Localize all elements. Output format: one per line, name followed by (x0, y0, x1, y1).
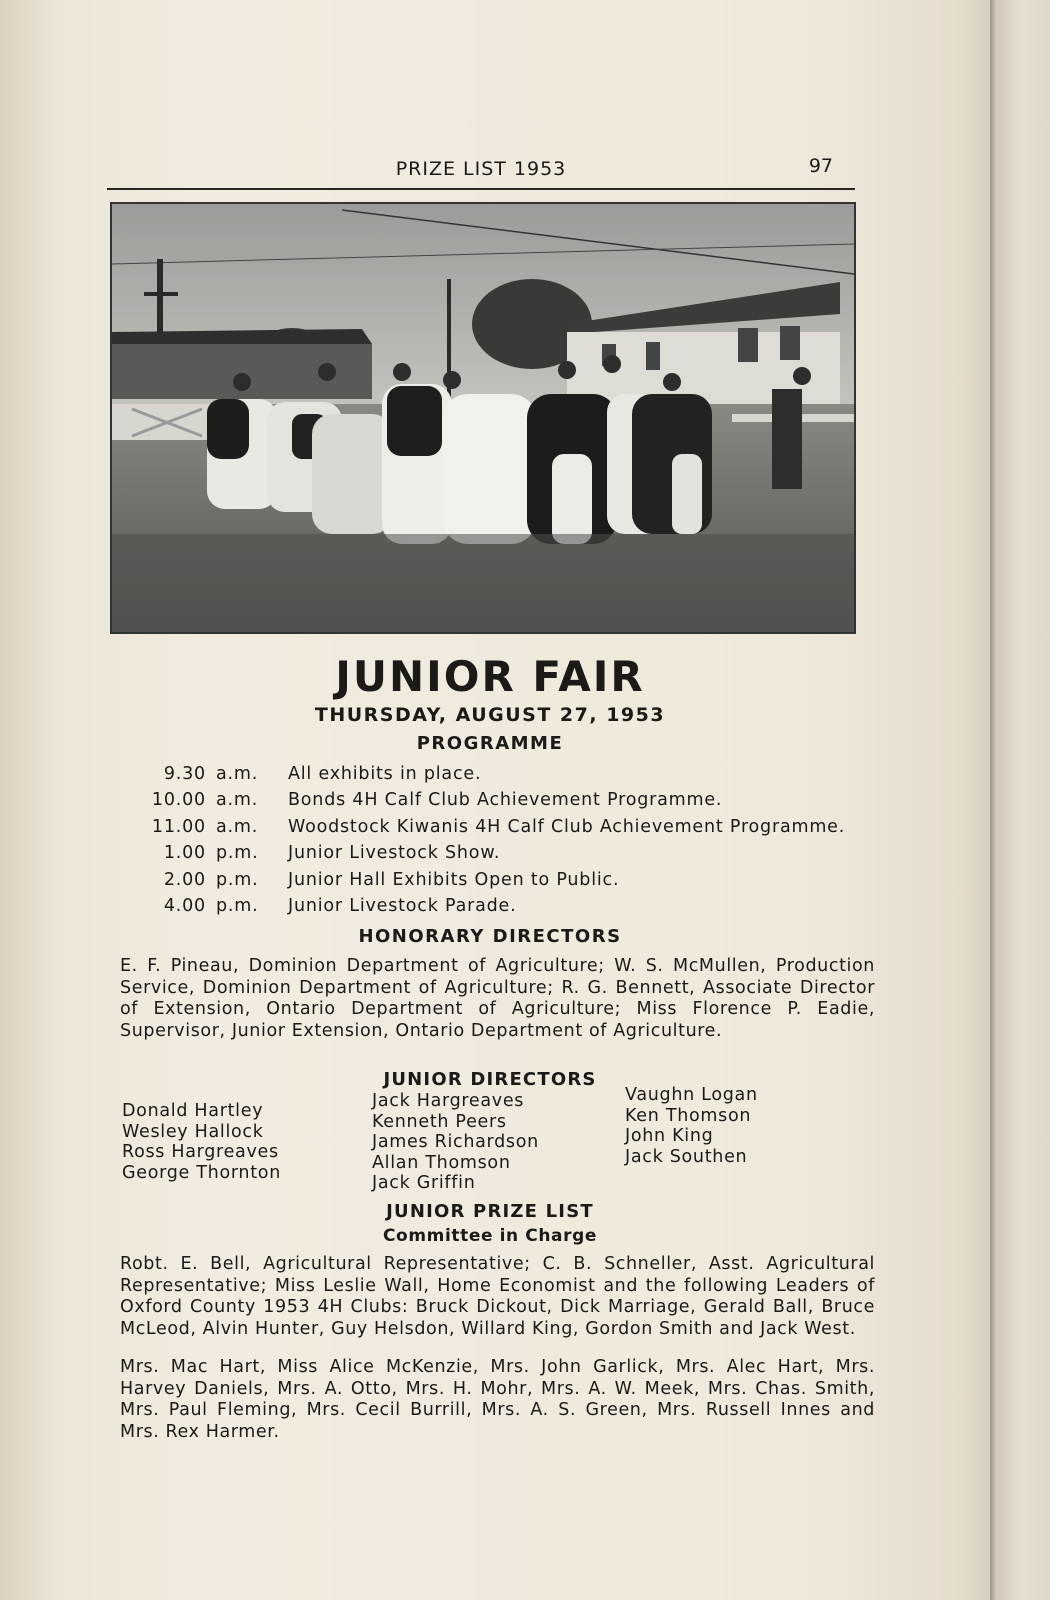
programme-schedule (118, 764, 878, 922)
programme-event: Bonds 4H Calf Club Achievement Programme. (288, 790, 723, 811)
programme-row (118, 817, 878, 843)
junior-director-name: Ross Hargreaves (122, 1142, 279, 1162)
programme-row (118, 790, 878, 816)
junior-director-name: Donald Hartley (122, 1101, 264, 1121)
junior-director-name: Jack Griffin (372, 1173, 476, 1193)
programme-ampm: a.m. (216, 764, 259, 784)
programme-ampm: p.m. (216, 843, 259, 864)
junior-director-name: Jack Southen (625, 1146, 748, 1167)
programme-ampm: p.m. (216, 895, 259, 916)
committee-heading: Committee in Charge (382, 1226, 598, 1246)
running-header (107, 150, 855, 190)
junior-directors-column-3 (625, 1085, 758, 1167)
programme-event: Junior Livestock Parade. (288, 895, 517, 916)
programme-heading: PROGRAMME (416, 733, 564, 754)
programme-time: 1.00 (163, 843, 206, 864)
livestock-photo (110, 202, 856, 634)
committee-text: Robt. E. Bell, Agricultural Representative; C. B. Schneller, Asst. Agricultural Representative; Miss Leslie Wall, Home Economist and the following Leaders of Oxford County 1953 4H Clubs: Bruck Dickout, Dick Marriage, Gerald Ball, Bruce McLeod, Alvin Hunter, Guy Helsdon, Willard King, Gordon Smith and Jack West. (120, 1254, 875, 1339)
programme-time: 11.00 (151, 816, 206, 837)
programme-event: Woodstock Kiwanis 4H Calf Club Achievement Programme. (288, 816, 846, 837)
programme-row (118, 764, 878, 790)
junior-director-name: Allan Thomson (372, 1152, 511, 1173)
programme-event: All exhibits in place. (288, 764, 482, 784)
prize-list-heading: JUNIOR PRIZE LIST (386, 1201, 594, 1222)
programme-time: 2.00 (163, 869, 206, 890)
junior-director-name: George Thornton (122, 1162, 281, 1183)
junior-directors-column-2 (372, 1091, 539, 1194)
programme-time: 4.00 (163, 895, 206, 916)
junior-directors-heading: JUNIOR DIRECTORS (383, 1069, 597, 1090)
page-number: 97 (808, 155, 833, 177)
committee-ladies-text: Mrs. Mac Hart, Miss Alice McKenzie, Mrs. John Garlick, Mrs. Alec Hart, Mrs. Harvey Daniels, Mrs. A. Otto, Mrs. H. Mohr, Mrs. A. W. Meek, Mrs. Chas. Smith, Mrs. Paul Fleming, Mrs. Cecil Burrill, Mrs. A. S. Green, Mrs. Russell Innes and Mrs. Rex Harmer. (120, 1357, 875, 1442)
junior-directors-column-1 (122, 1101, 281, 1183)
event-date: THURSDAY, AUGUST 27, 1953 (314, 704, 666, 726)
page-title: JUNIOR FAIR (335, 652, 645, 701)
programme-event: Junior Hall Exhibits Open to Public. (288, 869, 620, 890)
programme-time: 10.00 (151, 790, 206, 811)
junior-director-name: Vaughn Logan (625, 1085, 758, 1105)
programme-ampm: a.m. (216, 790, 259, 811)
photo-illustration (112, 204, 854, 632)
junior-director-name: Wesley Hallock (122, 1121, 264, 1142)
programme-ampm: p.m. (216, 869, 259, 890)
programme-event: Junior Livestock Show. (288, 843, 501, 864)
honorary-directors-text: E. F. Pineau, Dominion Department of Agriculture; W. S. McMullen, Production Service, Dominion Department of Agriculture; R. G. Bennett, Associate Director of Extension, Ontario Department of Agriculture; Miss Florence P. Eadie, Supervisor, Junior Extension, Ontario Department of Agriculture. (120, 956, 875, 1041)
junior-director-name: James Richardson (372, 1132, 539, 1152)
junior-director-name: John King (625, 1126, 714, 1146)
junior-director-name: Jack Hargreaves (372, 1091, 525, 1111)
page-edge (990, 0, 1050, 1600)
programme-time: 9.30 (163, 764, 206, 784)
honorary-directors-heading: HONORARY DIRECTORS (358, 926, 622, 947)
junior-director-name: Ken Thomson (625, 1105, 752, 1126)
programme-ampm: a.m. (216, 816, 259, 837)
programme-row (118, 870, 878, 896)
programme-row (118, 843, 878, 869)
running-head: PRIZE LIST 1953 (395, 158, 567, 180)
programme-row (118, 896, 878, 922)
junior-director-name: Kenneth Peers (372, 1111, 507, 1132)
